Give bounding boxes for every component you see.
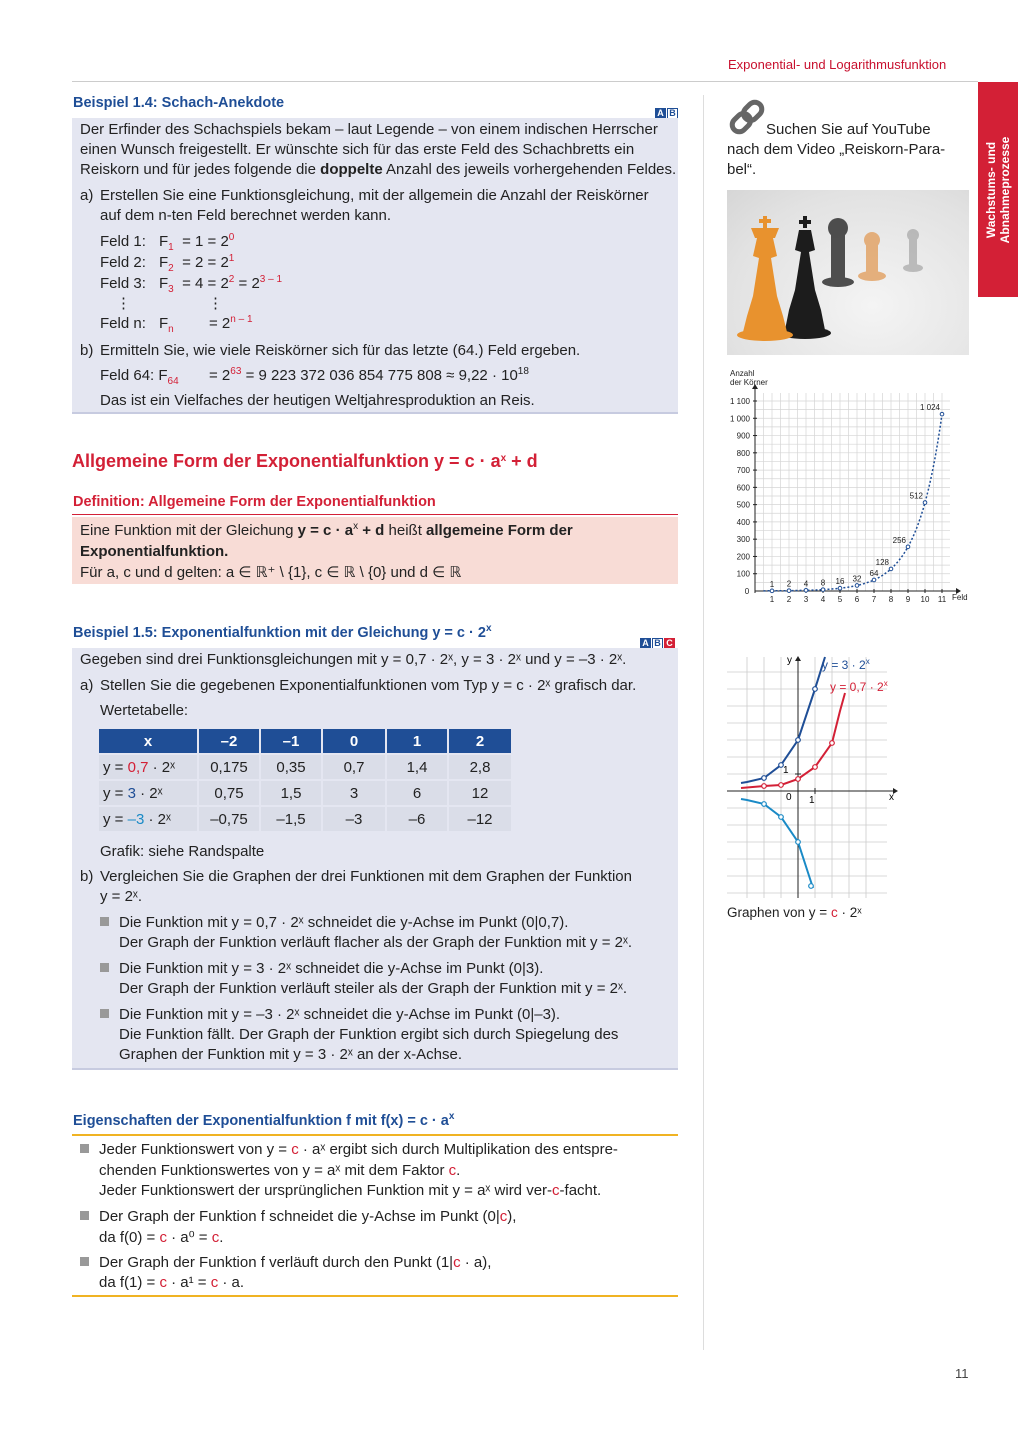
point-label: 256 [892, 535, 906, 545]
point-label: 1 024 [919, 403, 940, 413]
y-tick-label: 500 [736, 500, 750, 510]
table-cell: –0,75 [199, 807, 259, 831]
ex15-intro: Gegeben sind drei Funktionsgleichungen mit y = 0,7 · 2ˣ, y = 3 · 2ˣ und y = –3 · 2ˣ. [80, 651, 627, 668]
properties-rule-top [72, 1134, 678, 1136]
properties-title: Eigenschaften der Exponentialfunktion f mit $f(x) = c \cdot a^x$ [73, 1111, 455, 1129]
badge-a: A [655, 108, 666, 119]
table-cell: 3 [323, 781, 385, 805]
property-line: da f(1) = c · a¹ = c · a. [99, 1274, 245, 1291]
field-row-1: Feld 1: [100, 233, 146, 250]
table-cell: 0,7 [323, 755, 385, 779]
bullet-marker [80, 1257, 89, 1266]
point-label: 4 [803, 579, 809, 589]
y-tick-label: 300 [736, 535, 750, 545]
ex15-a-text: Stellen Sie die gegebenen Exponentialfunktionen vom Typ y = c · 2ˣ grafisch dar. [100, 677, 637, 694]
data-point [838, 586, 842, 590]
y-axis-name: y [787, 655, 792, 666]
x-tick-label: 11 [937, 595, 947, 604]
x-tick-label: 3 [803, 595, 809, 604]
bullet-item-line: Die Funktion fällt. Der Graph der Funktion ergibt sich durch Spiegelung des [119, 1026, 619, 1043]
point-label: 64 [869, 568, 879, 578]
table-cell: 0,75 [199, 781, 259, 805]
table-cell: –12 [449, 807, 511, 831]
table-row [99, 755, 511, 779]
property-line: Jeder Funktionswert der ursprünglichen Funktion mit y = aˣ wird ver-c-facht. [99, 1182, 602, 1199]
table-row [99, 781, 511, 805]
bullet-marker [100, 1009, 109, 1018]
x-tick-label: 1 [769, 595, 775, 604]
task-a-label: a) [80, 187, 94, 204]
conclusion: Das ist ein Vielfaches der heutigen Weltjahresproduktion an Reis. [100, 392, 535, 409]
property-bullet: Jeder Funktionswert von y = c · aˣ ergibt sich durch Multiplikation des entspre- [80, 1141, 618, 1158]
definition-line3: Für a, c und d gelten: a ∈ ℝ⁺ \ {1}, c ∈ ℝ \ {0} und d ∈ ℝ [80, 564, 462, 581]
task-a-line1: Erstellen Sie eine Funktionsgleichung, mit der allgemein die Anzahl der Reiskörner [100, 187, 649, 204]
definition-line2: Exponentialfunktion. [80, 543, 229, 560]
y-tick-label: 1 100 [729, 397, 750, 406]
label-07-2x: $y = 0,7 \cdot 2^x$ [830, 679, 888, 694]
data-point [821, 588, 825, 592]
data-point [923, 501, 927, 505]
field-row-n-eq: = $2^{n - 1}$ [209, 314, 253, 332]
bullet-item: Die Funktion mit y = 0,7 · 2ˣ schneidet die y-Achse im Punkt (0|0,7). [100, 914, 568, 931]
bullet-marker [100, 963, 109, 972]
dots-right: ⋮ [208, 295, 223, 312]
property-line: da f(0) = c · a⁰ = c. [99, 1229, 224, 1246]
intro-line1: Der Erfinder des Schachspiels bekam – laut Legende – von einem indischen Herrscher [80, 121, 658, 138]
table-cell: 0,175 [199, 755, 259, 779]
y-tick-label: 100 [736, 569, 750, 579]
bullet-marker [80, 1144, 89, 1153]
link-text-line3: bel“. [727, 161, 757, 178]
intro-line2: einen Wunsch freigestellt. Er wünschte sich für das erste Feld des Schachbretts ein [80, 141, 635, 158]
point-label: 32 [852, 574, 862, 584]
point-label: 16 [835, 577, 845, 587]
x-tick-label: 7 [871, 595, 877, 604]
badge-a: A [640, 638, 651, 649]
x-tick-label: 10 [920, 595, 930, 604]
table-caption: Wertetabelle: [100, 702, 189, 719]
data-point [940, 412, 944, 416]
chart-curve [764, 414, 943, 591]
data-point [770, 589, 774, 593]
curve-neg3-2x [741, 799, 813, 888]
point-label: 1 [769, 579, 775, 589]
col-header: –2 [199, 729, 259, 753]
bullet-item-line: Graphen der Funktion mit y = 3 · 2ˣ an der x-Achse. [119, 1046, 463, 1063]
y-tick-label: 600 [736, 483, 750, 493]
table-header-row [99, 729, 511, 753]
y-tick-label: 400 [736, 517, 750, 527]
intro-line3: Reiskorn und für jedes folgende die doppelte Anzahl des jeweils vorhergehenden Feldes. [80, 161, 677, 178]
y-tick-label: 700 [736, 466, 750, 476]
col-header: –1 [261, 729, 321, 753]
task-b-label: b) [80, 342, 94, 359]
badge-b: B [652, 638, 663, 649]
table-cell: 1,5 [261, 781, 321, 805]
data-point [889, 567, 893, 571]
definition-line1: Eine Funktion mit der Gleichung $y = c \cdot a^x + d$ heißt allgemeine Form der [80, 521, 573, 539]
table-cell: 2,8 [449, 755, 511, 779]
task-b-text: Ermitteln Sie, wie viele Reiskörner sich für das letzte (64.) Feld ergeben. [100, 342, 581, 359]
task-a-line2: auf dem n-ten Feld berechnet werden kann. [100, 207, 392, 224]
data-point [906, 545, 910, 549]
column-divider [703, 95, 704, 1350]
rice-chart [727, 365, 972, 605]
value-table [97, 727, 513, 833]
table-cell: 0,35 [261, 755, 321, 779]
x-axis-label: Feld [952, 593, 968, 602]
x-tick-label: 5 [837, 595, 843, 604]
x-tick-label: 6 [854, 595, 860, 604]
table-row [99, 807, 511, 831]
point-label: 8 [820, 578, 826, 588]
y-tick-label: 900 [736, 431, 750, 441]
data-point [804, 589, 808, 593]
property-bullet: Der Graph der Funktion f verläuft durch den Punkt (1|c · a), [80, 1254, 491, 1271]
ex15-b-line1: Vergleichen Sie die Graphen der drei Funktionen mit dem Graphen der Funktion [100, 868, 632, 885]
exp-graphs [727, 653, 972, 898]
y-tick-label: 200 [736, 552, 750, 562]
data-point [855, 584, 859, 588]
definition-title: Definition: Allgemeine Form der Exponentialfunktion [73, 494, 436, 510]
header-rule [72, 81, 978, 82]
col-header: x [99, 729, 197, 753]
x-tick-label: 8 [888, 595, 894, 604]
badge-c: C [664, 638, 675, 649]
table-cell: –3 [323, 807, 385, 831]
field-row-3: Feld 3: [100, 275, 146, 292]
ex15-b-line2: y = 2ˣ. [100, 888, 143, 905]
y-tick-label: 800 [736, 448, 750, 458]
properties-rule-bottom [72, 1295, 678, 1297]
x-tick-label: 2 [786, 595, 792, 604]
x-one-label: 1 [809, 795, 815, 806]
property-bullet: Der Graph der Funktion f schneidet die y-Achse im Punkt (0|c), [80, 1208, 516, 1225]
field-64-result: = $2^{63} = 9$ 223 372 036 854 775 $808 \approx 9,22 \cdot 10^{18}$ [209, 366, 529, 384]
example-1-4-title: Beispiel 1.4: Schach-Anekdote [73, 95, 285, 111]
y-axis-arrow [795, 656, 801, 661]
section-title: Allgemeine Form der Exponentialfunktion $y = c \cdot a^x + d$ [72, 451, 538, 471]
col-header: 0 [323, 729, 385, 753]
x-axis-name: x [889, 792, 894, 803]
chess-photo [727, 190, 969, 355]
field-row-n-F: $F_n$ [159, 315, 174, 335]
table-cell: 6 [387, 781, 447, 805]
row-label: y = 0,7 · 2ˣ [99, 755, 197, 779]
ex15-a-label: a) [80, 677, 94, 694]
label-3-2x: $y = 3 \cdot 2^x$ [822, 657, 870, 672]
dots-left: ⋮ [116, 295, 131, 312]
link-text-line1: Suchen Sie auf YouTube [766, 121, 931, 138]
ex15-b-label: b) [80, 868, 94, 885]
col-header: 2 [449, 729, 511, 753]
point-label: 2 [786, 579, 792, 589]
table-cell: –1,5 [261, 807, 321, 831]
table-cell: 1,4 [387, 755, 447, 779]
chapter-header: Exponential- und Logarithmusfunktion [728, 57, 947, 72]
col-header: 1 [387, 729, 447, 753]
bullet-marker [80, 1211, 89, 1220]
data-point [787, 589, 791, 593]
grafik-note: Grafik: siehe Randspalte [100, 843, 265, 860]
point-label: 512 [909, 491, 923, 501]
row-label: y = 3 · 2ˣ [99, 781, 197, 805]
side-tab-line1: Wachstums- und [984, 141, 998, 239]
data-point [872, 578, 876, 582]
row-label: y = –3 · 2ˣ [99, 807, 197, 831]
y-axis-label-2: der Körner [730, 378, 768, 387]
table-cell: –6 [387, 807, 447, 831]
growth-curve [764, 414, 943, 591]
field-row-1-eq: $F_1 = 1 = 2^0$ [159, 232, 235, 253]
field-row-2: Feld 2: [100, 254, 146, 271]
x-tick-label: 4 [820, 595, 826, 604]
property-line: chenden Funktionswertes von y = aˣ mit dem Faktor c. [99, 1162, 461, 1179]
y-one-label: 1 [783, 765, 789, 776]
bullet-item: Die Funktion mit y = 3 · 2ˣ schneidet die y-Achse im Punkt (0|3). [100, 960, 543, 977]
origin-label: 0 [786, 792, 792, 803]
bullet-marker [100, 917, 109, 926]
chart-ticks [730, 384, 961, 604]
side-tab-line2: Abnahmeprozesse [998, 136, 1012, 244]
example-1-5-title: Beispiel 1.5: Exponentialfunktion mit der Gleichung $y = c \cdot 2^x$ [73, 623, 492, 641]
link-text-line2: nach dem Video „Reiskorn-Para- [727, 141, 946, 158]
badge-b: B [667, 108, 678, 119]
bullet-item-line: Der Graph der Funktion verläuft steiler als der Graph der Funktion mit y = 2ˣ. [119, 980, 628, 997]
x-tick-label: 0 [744, 587, 750, 596]
point-label: 128 [875, 557, 889, 567]
x-tick-label: 9 [905, 595, 911, 604]
y-tick-label: 1 000 [729, 414, 750, 424]
bullet-item: Die Funktion mit y = –3 · 2ˣ schneidet die y-Achse im Punkt (0|–3). [100, 1006, 560, 1023]
graph-caption: Graphen von y = c · 2ˣ [727, 905, 862, 920]
chapter-side-tab [978, 82, 1018, 297]
definition-rule [72, 514, 678, 515]
page-number: 11 [955, 1366, 969, 1381]
field-row-n: Feld n: [100, 315, 146, 332]
bullet-item-line: Der Graph der Funktion verläuft flacher als der Graph der Funktion mit y = 2ˣ. [119, 934, 633, 951]
field-row-3-eq: $F_3 = 4 = 2^2 = 2^{3 - 1}$ [159, 274, 283, 295]
link-icon[interactable] [726, 96, 768, 138]
table-cell: 12 [449, 781, 511, 805]
field-row-2-eq: $F_2 = 2 = 2^1$ [159, 253, 235, 274]
y-axis-label-1: Anzahl [730, 369, 755, 378]
field-64-label: Feld 64: $F_{64}$ [100, 367, 179, 387]
